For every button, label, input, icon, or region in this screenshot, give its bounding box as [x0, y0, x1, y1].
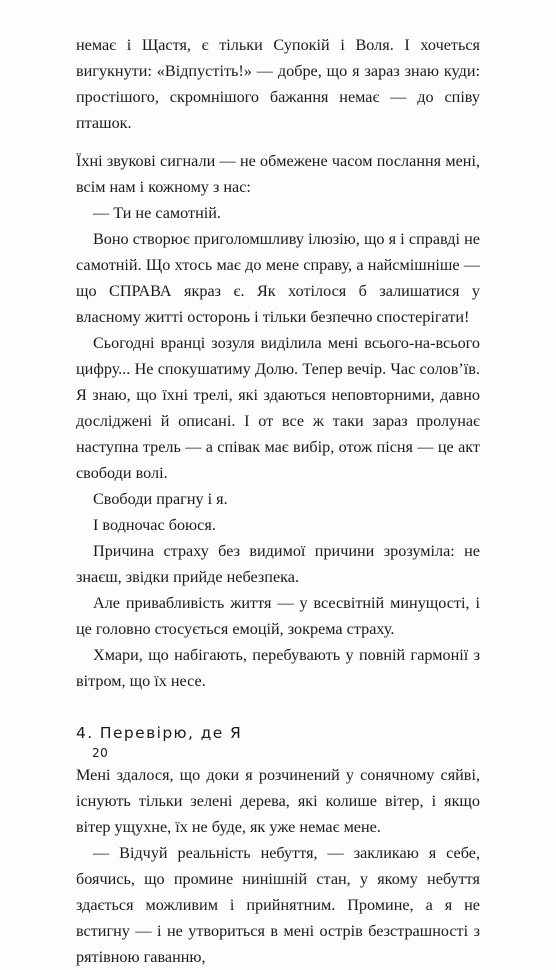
paragraph-clouds: Хмари, що набігають, перебувають у повній гармонії з вітром, що їх несе.: [76, 646, 480, 690]
page-text-column: [76, 32, 480, 970]
page-number: 20: [92, 746, 109, 760]
paragraph-continuation: немає і Щастя, є тільки Супокій і Воля. І хочеться вигукнути: «Відпустіть!» — добре, що я зараз знаю куди: простішого, скромнішого бажання немає — до співу пташок.: [76, 36, 480, 132]
paragraph-transience: Але привабливість життя — у всесвітній минущості, і це головно стосується емоцій, зокрема страху.: [76, 594, 480, 638]
paragraph-illusion: Воно створює приголомшливу ілюзію, що я і справді не самотній. Що хтось має до мене справу, а найсмішніше — що СПРАВА якраз є. Як хотілося б залишатися у власному житті осторонь і тільки безпечно спостерігати!: [76, 230, 480, 326]
paragraph-freedom: Свободи прагну і я.: [93, 490, 228, 508]
paragraph-fear: І водночас боюся.: [93, 516, 216, 534]
paragraph-sunlight: Мені здалося, що доки я розчинений у сонячному сяйві, існують тільки зелені дерева, які колише вітер, і якщо вітер ущухне, їх не буде, як уже немає мене.: [76, 766, 480, 836]
section-heading: 4. Перевірю, де Я: [76, 724, 243, 742]
paragraph-reason: Причина страху без видимої причини зрозуміла: не знаєш, звідки прийде небезпека.: [76, 542, 480, 586]
dialogue-line: — Ти не самотній.: [93, 204, 221, 222]
paragraph-cuckoo: Сьогодні вранці зозуля виділила мені всього-на-всього цифру... Не спокушатиму Долю. Тепер вечір. Час солов’їв. Я знаю, що їхні трелі, які здаються неповторними, давно досліджені й описані. І от все ж таки зараз пролунає наступна трель — а співак має вибір, отож пісня — це акт свободи волі.: [76, 334, 480, 482]
paragraph-signals: Їхні звукові сигнали — не обмежене часом послання мені, всім нам і кожному з нас:: [76, 152, 480, 196]
paragraph-nonbeing: — Відчуй реальність небуття, — закликаю я себе, боячись, що промине нинішній стан, у якому небуття здається можливим і прийнятним. Промине, а я не встигну — і не утвориться в мені острів безстрашності з рятівною гаванню,: [76, 844, 480, 966]
